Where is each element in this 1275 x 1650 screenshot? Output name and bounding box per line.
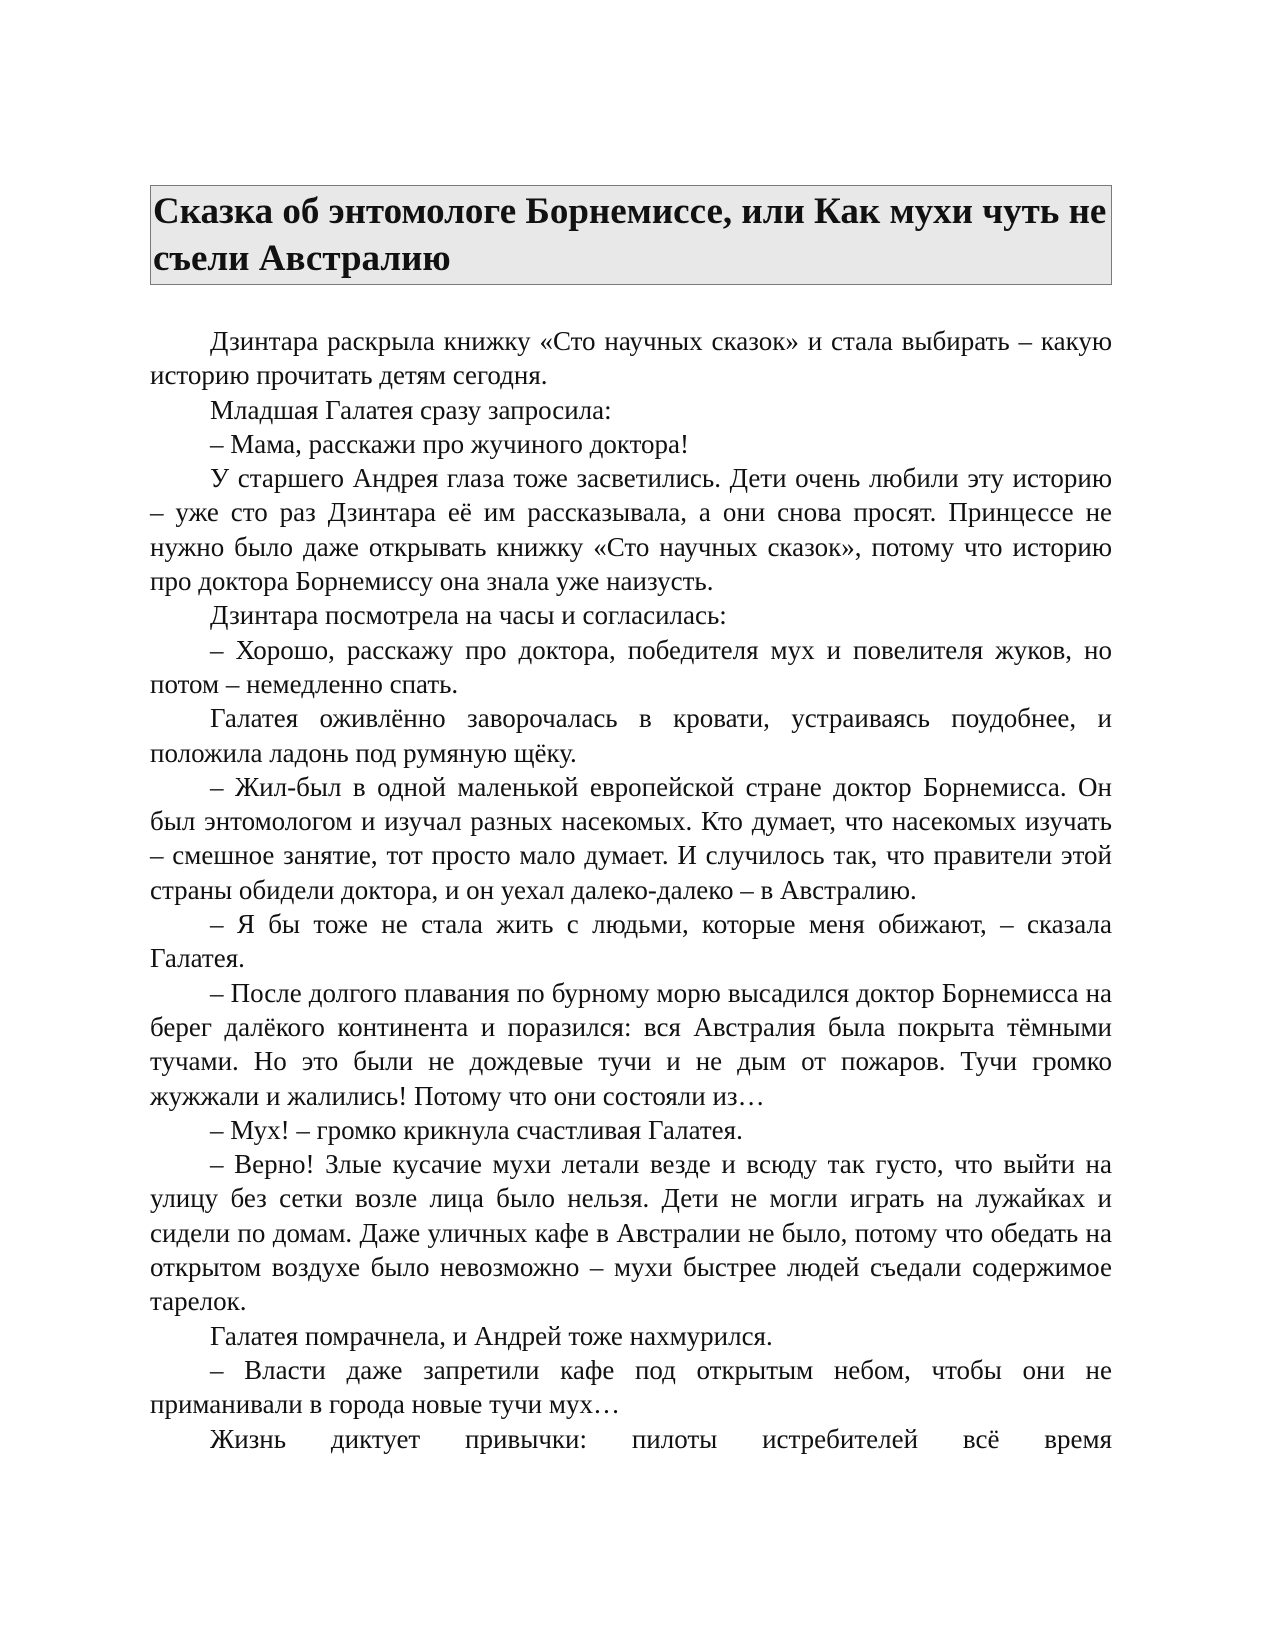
paragraph: – Хорошо, расскажу про доктора, победителя мух и повелителя жуков, но потом – немедленно спать. [150, 634, 1112, 699]
paragraph: – Верно! Злые кусачие мухи летали везде и всюду так густо, что выйти на улицу без сетки возле лица было нельзя. Дети не могли играть на лужайках и сидели по домам. Даже уличных кафе в Австралии не было, потому что обедать на открытом воздухе было невозможно – мухи быстрее людей съедали содержимое тарелок. [150, 1149, 1112, 1317]
paragraph: – Власти даже запретили кафе под открытым небом, чтобы они не приманивали в города новые тучи мух… [150, 1354, 1112, 1420]
paragraph: – Мама, расскажи про жучиного доктора! [210, 428, 690, 459]
paragraph: Галатея оживлённо заворочалась в кровати, устраиваясь поудобнее, и положила ладонь под румяную щёку. [150, 703, 1112, 768]
title-box [150, 185, 1112, 285]
document-title: Сказка об энтомологе Борнемиссе, или Как мухи чуть не съели Австралию [153, 191, 1107, 279]
paragraph: Младшая Галатея сразу запросила: [210, 394, 612, 425]
paragraph: – Жил-был в одной маленькой европейской стране доктор Борнемисса. Он был энтомологом и изучал разных насекомых. Кто думает, что насекомых изучать – смешное занятие, тот просто мало думает. И случилось так, что правители этой страны обидели доктора, и он уехал далеко-далеко – в Австралию. [150, 771, 1112, 905]
paragraph: Галатея помрачнела, и Андрей тоже нахмурился. [210, 1320, 773, 1351]
paragraph: – После долгого плавания по бурному морю высадился доктор Борнемисса на берег далёкого континента и поразился: вся Австралия была покрыта тёмными тучами. Но это были не дождевые тучи и не дым от пожаров. Тучи громко жужжали и жалились! Потому что они состояли из… [150, 977, 1112, 1111]
paragraph: Дзинтара посмотрела на часы и согласилась: [210, 600, 727, 631]
paragraph: Дзинтара раскрыла книжку «Сто научных сказок» и стала выбирать – какую историю прочитать детям сегодня. [150, 326, 1112, 391]
paragraph: Жизнь диктует привычки: пилоты истребителей всё время [210, 1423, 1112, 1454]
paragraph: – Мух! – громко крикнула счастливая Галатея. [210, 1114, 743, 1145]
story-body [150, 324, 1112, 1456]
paragraph: У старшего Андрея глаза тоже засветились. Дети очень любили эту историю – уже сто раз Дзинтара её им рассказывала, а они снова просят. Принцессе не нужно было даже открывать книжку «Сто научных сказок», потому что историю про доктора Борнемиссу она знала уже наизусть. [150, 463, 1112, 597]
paragraph: – Я бы тоже не стала жить с людьми, которые меня обижают, – сказала Галатея. [150, 909, 1112, 974]
